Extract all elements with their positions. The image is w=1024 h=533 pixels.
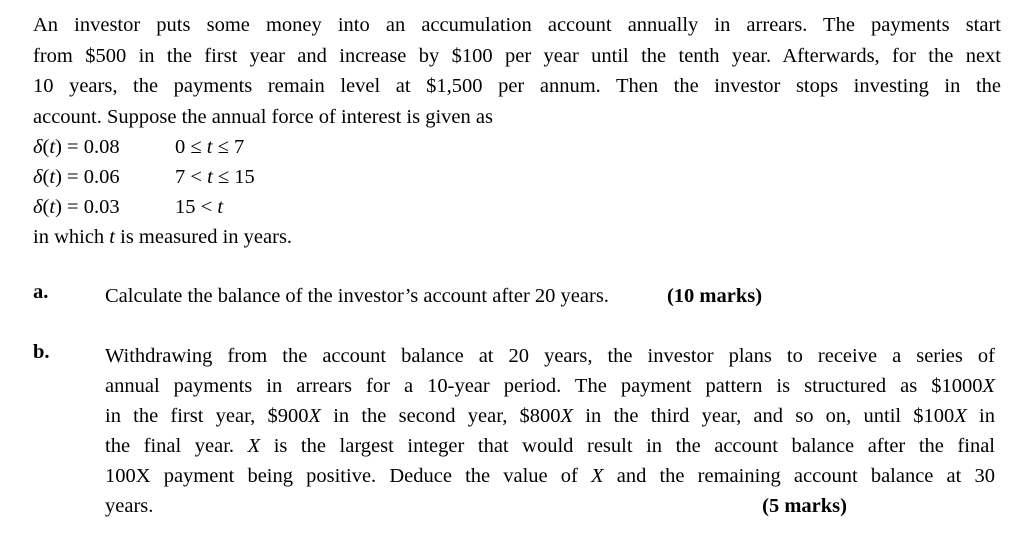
question-body <box>105 341 995 521</box>
question-text: Calculate the balance of the investor’s account after 20 years. <box>105 285 609 307</box>
problem-intro <box>33 10 1001 132</box>
intro-line: An investor puts some money into an accumulation account annually in arrears. The payments start <box>33 14 1001 36</box>
equation-lhs: δ(t) = 0.06 <box>33 166 120 188</box>
equation-row <box>33 132 1001 162</box>
time-unit-note: in which t is measured in years. <box>33 226 293 248</box>
question-letter: b. <box>33 341 50 363</box>
force-of-interest-equations <box>33 132 1001 222</box>
question-line: Withdrawing from the account balance at 20 years, the investor plans to receive a series of <box>105 345 995 367</box>
equation-row <box>33 162 1001 192</box>
question-line: in the first year, $900X in the second year, $800X in the third year, and so on, until $100X in <box>105 405 996 427</box>
document <box>33 10 1001 517</box>
equation-range: 0 ≤ t ≤ 7 <box>175 136 245 158</box>
question-last-row <box>105 491 847 521</box>
question-line: annual payments in arrears for a 10-year period. The payment pattern is structured as $1000X <box>105 375 995 397</box>
marks-label: (10 marks) <box>666 285 763 307</box>
question-letter: a. <box>33 281 49 303</box>
equation-row <box>33 192 1001 222</box>
question-line: the final year. X is the largest integer that would result in the account balance after the final <box>105 435 995 457</box>
marks-label: (5 marks) <box>762 495 847 517</box>
question-body <box>105 281 995 311</box>
equation-lhs: δ(t) = 0.08 <box>33 136 120 158</box>
equation-range: 15 < t <box>175 196 224 218</box>
question-a-row <box>105 281 995 311</box>
intro-line: account. Suppose the annual force of interest is given as <box>33 105 493 128</box>
question-line: years. <box>105 495 154 517</box>
question-line: 100X payment being positive. Deduce the value of X and the remaining account balance at 30 <box>105 465 996 487</box>
equation-lhs: δ(t) = 0.03 <box>33 196 120 218</box>
equation-range: 7 < t ≤ 15 <box>175 166 255 188</box>
intro-line: from $500 in the first year and increase by $100 per year until the tenth year. Afterwards, for the next <box>33 44 1001 67</box>
intro-line: 10 years, the payments remain level at $1,500 per annum. Then the investor stops investing in the <box>33 75 1001 97</box>
